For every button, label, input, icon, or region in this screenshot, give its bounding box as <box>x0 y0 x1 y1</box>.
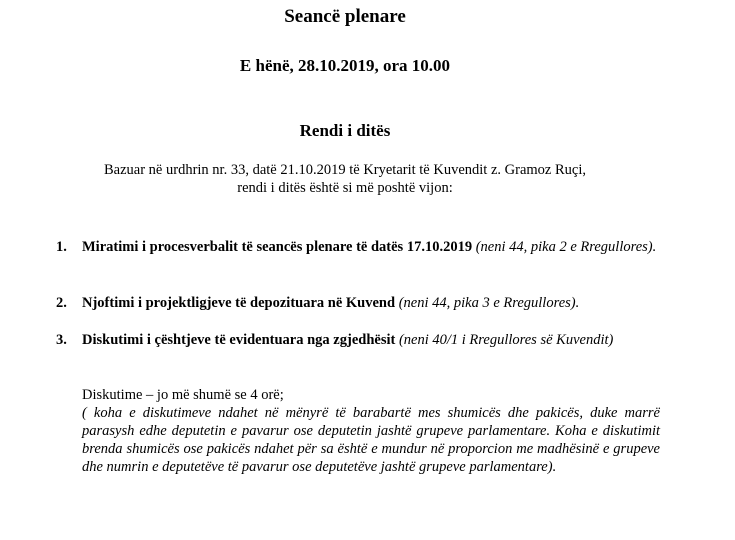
discussion-time-detail: ( koha e diskutimeve ndahet në mënyrë të barabartë mes shumicës dhe pakicës, duke marrë parasysh edhe deputetin e pavarur ose deputetin jashtë grupeve parlamentare. Koha e diskutimit brenda shumicës ose pakicës ndahet për sa është e mundur në proporcion me madhësinë e grupeve dhe numrin e deputetëve të pavarur ose deputetëve jashtë grupeve parlamentare). <box>82 405 660 475</box>
discussion-time-limit: Diskutime – jo më shumë se 4 orë; <box>82 387 284 403</box>
agenda-item-reference: (neni 40/1 i Rregullores së Kuvendit) <box>398 332 614 348</box>
agenda-item-number: 1. <box>56 239 67 255</box>
agenda-item-reference: (neni 44, pika 2 e Rregullores). <box>475 239 657 255</box>
discussion-note <box>82 386 660 476</box>
agenda-item-text: Diskutimi i çështjeve të evidentuara nga zgjedhësit <box>82 332 396 348</box>
agenda-item-reference: (neni 44, pika 3 e Rregullores). <box>398 295 580 311</box>
agenda-item-1 <box>56 238 660 256</box>
intro-paragraph <box>0 161 690 197</box>
agenda-heading: Rendi i ditës <box>299 121 391 140</box>
agenda-item-number: 3. <box>56 332 67 348</box>
agenda-item-2 <box>56 294 660 312</box>
intro-line-1: Bazuar në urdhrin nr. 33, datë 21.10.2019 të Kryetarit të Kuvendit z. Gramoz Ruçi, <box>104 162 586 178</box>
agenda-item-3 <box>56 331 660 349</box>
agenda-item-text: Njoftimi i projektligjeve të depozituara në Kuvend <box>82 295 396 311</box>
intro-line-2: rendi i ditës është si më poshtë vijon: <box>237 180 453 196</box>
agenda-item-text: Miratimi i procesverbalit të seancës plenare të datës 17.10.2019 <box>82 239 473 255</box>
agenda-item-number: 2. <box>56 295 67 311</box>
session-date: E hënë, 28.10.2019, ora 10.00 <box>239 56 451 75</box>
session-title: Seancë plenare <box>284 6 406 27</box>
